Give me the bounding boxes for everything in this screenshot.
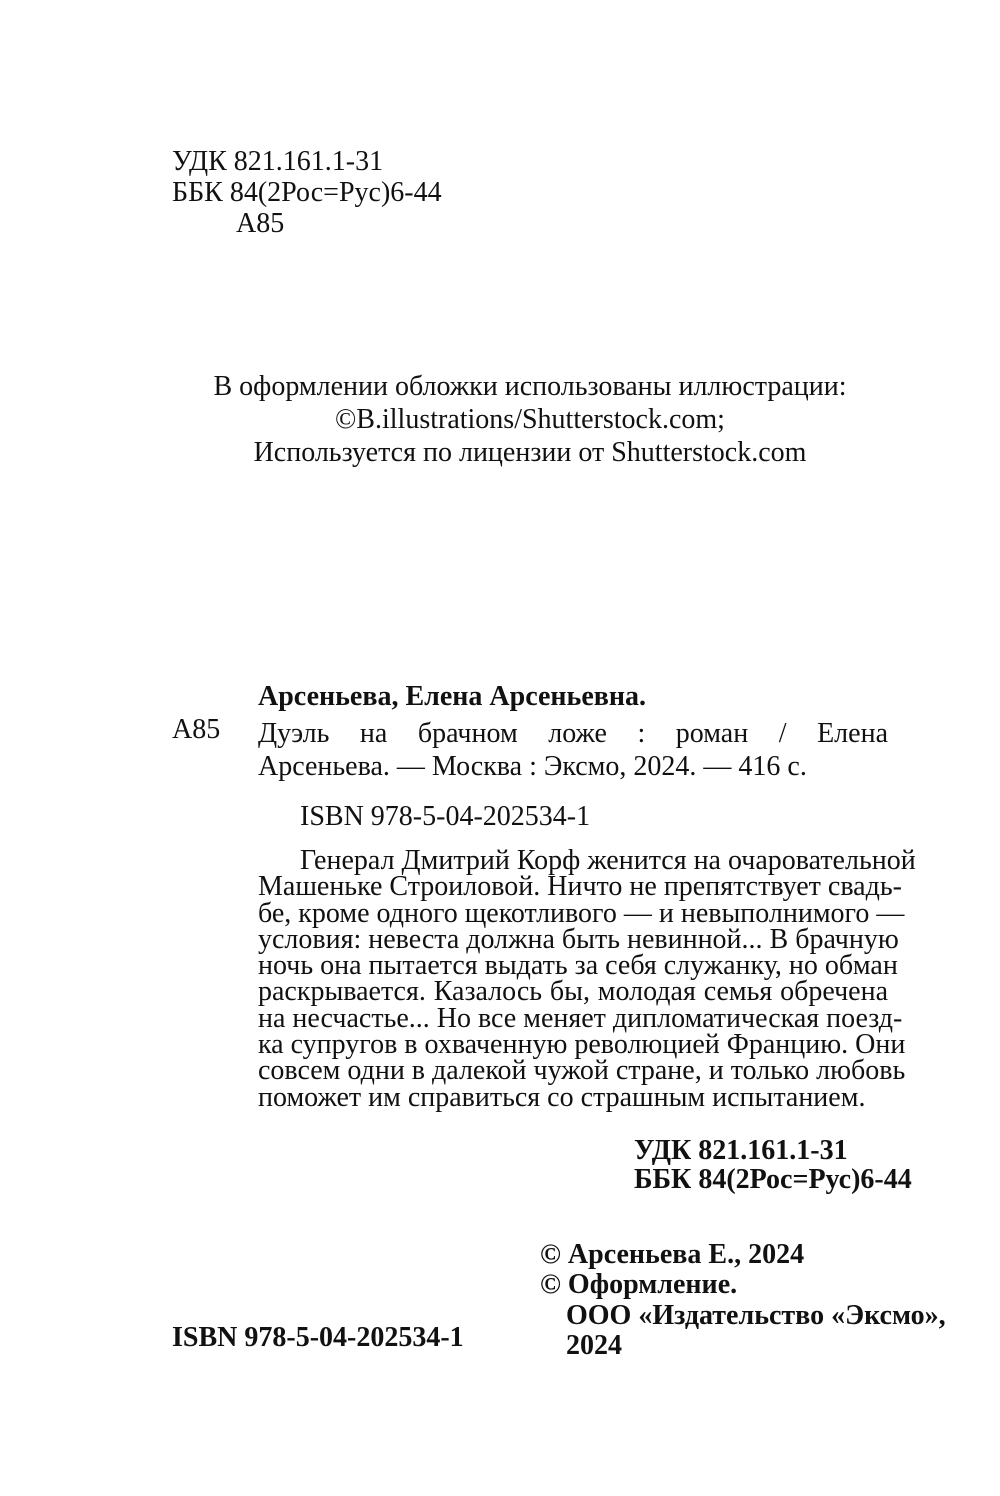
annotation-line: на несчастье... Но все меняет дипломатическая поезд- bbox=[258, 1002, 903, 1034]
udk-code: УДК 821.161.1-31 bbox=[172, 146, 384, 177]
card-bbk: ББК 84(2Рос=Рус)6-44 bbox=[634, 1164, 912, 1195]
author-sign: А85 bbox=[236, 208, 285, 239]
annotation-line: бе, кроме одного щекотливого — и невыполнимого — bbox=[258, 897, 905, 929]
annotation-line: ка супругов в охваченную революцией Францию. Они bbox=[258, 1029, 906, 1061]
annotation-line: раскрывается. Казалось бы, молодая семья обречена bbox=[258, 976, 888, 1008]
copyright-author: © Арсеньева Е., 2024 bbox=[540, 1239, 805, 1270]
card-author-heading: Арсеньева, Елена Арсеньевна. bbox=[258, 681, 647, 712]
copyright-design: © Оформление. bbox=[540, 1269, 738, 1300]
copyright-publisher: ООО «Издательство «Эксмо», bbox=[566, 1300, 946, 1331]
card-title-line: Арсеньева. — Москва : Эксмо, 2024. — 416 с. bbox=[258, 751, 807, 782]
cover-credit-line-2: ©B.illustrations/Shutterstock.com; bbox=[335, 404, 725, 435]
annotation-line: совсем одни в далекой чужой стране, и только любовь bbox=[258, 1055, 906, 1087]
bbk-code: ББК 84(2Рос=Рус)6-44 bbox=[172, 177, 442, 208]
card-isbn: ISBN 978-5-04-202534-1 bbox=[300, 801, 591, 832]
card-title-line: Дуэль на брачном ложе : роман / Елена bbox=[258, 718, 888, 749]
annotation-line: поможет им справиться со страшным испытанием. bbox=[258, 1081, 866, 1113]
cover-credit-line-1: В оформлении обложки использованы иллюстрации: bbox=[213, 371, 847, 402]
card-annotation bbox=[258, 845, 916, 1113]
cover-credit-line-3: Используется по лицензии от Shutterstock.com bbox=[253, 437, 807, 468]
footer-isbn: ISBN 978-5-04-202534-1 bbox=[172, 1322, 464, 1353]
card-title-block bbox=[258, 717, 888, 783]
annotation-line: условия: невеста должна быть невинной... В брачную bbox=[258, 923, 899, 955]
copyright-year: 2024 bbox=[566, 1330, 622, 1361]
card-udk: УДК 821.161.1-31 bbox=[634, 1135, 848, 1166]
annotation-line: Машеньке Строиловой. Ничто не препятствует свадь- bbox=[258, 871, 902, 903]
annotation-line: Генерал Дмитрий Корф женится на очаровательной bbox=[300, 845, 916, 876]
annotation-line: ночь она пытается выдать за себя служанку, но обман bbox=[258, 950, 898, 982]
card-author-sign: А85 bbox=[172, 714, 221, 745]
